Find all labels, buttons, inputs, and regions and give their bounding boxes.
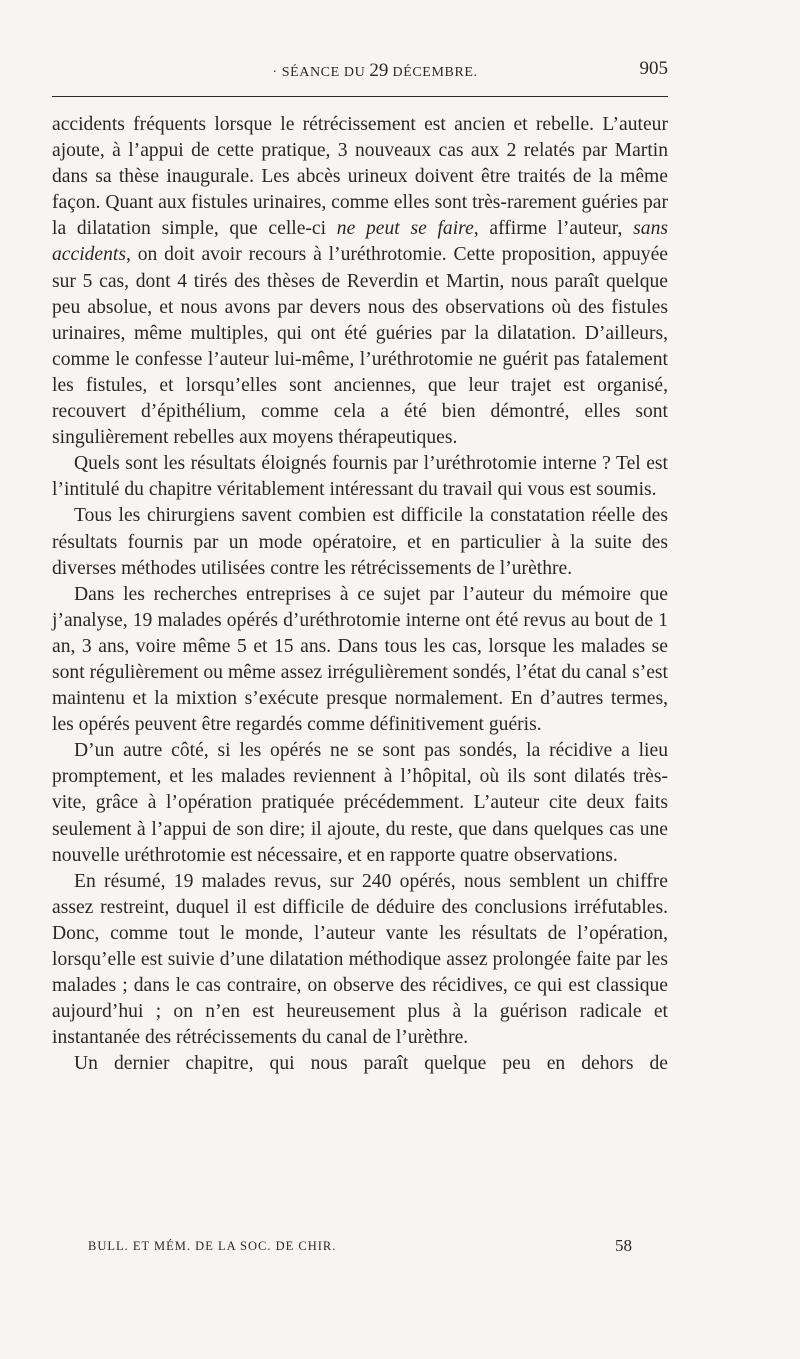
body-text (52, 112, 668, 1077)
text-run: , affirme l’auteur, (473, 218, 634, 240)
text-run: accidents fréquents lorsque le rétrécissement est ancien et rebelle. L’auteur ajoute, à l’appui de cette pratique, 3 nouveaux cas aux 2 relatés par Martin dans sa thèse inaugurale. Les abcès urineux doivent être traités de la même façon. Quant aux fistules urinaires, comme elles sont très-rarement guéries par la dilatation simple, que celle-ci (52, 114, 668, 240)
text-run: Quels sont les résultats éloignés fournis par l’uréthrotomie interne ? Tel est l’intitulé du chapitre véritablement intéressant du travail qui vous est soumis. (52, 453, 668, 501)
paragraph (52, 869, 668, 1052)
running-title (52, 60, 668, 82)
text-run: Un dernier chapitre, qui nous paraît quelque peu en dehors de (74, 1053, 668, 1075)
paragraph (52, 112, 668, 451)
paragraph (52, 582, 668, 739)
footer-sheet-number: 58 (615, 1236, 632, 1255)
paragraph (52, 1051, 668, 1077)
text-run: D’un autre côté, si les opérés ne se sont pas sondés, la récidive a lieu promptement, et les malades reviennent à l’hôpital, où ils sont dilatés très-vite, grâce à l’opération pratiquée précédemment. L’auteur cite deux faits seulement à l’appui de son dire; il ajoute, du reste, que dans quelques cas une nouvelle uréthrotomie est nécessaire, et en rapporte quatre observations. (52, 740, 668, 866)
running-title-post: DÉCEMBRE. (392, 65, 478, 80)
paragraph (52, 503, 668, 581)
header-rule (52, 96, 668, 97)
text-run: En résumé, 19 malades revus, sur 240 opérés, nous semblent un chiffre assez restreint, duquel il est difficile de déduire des conclusions irréfutables. Donc, comme tout le monde, l’auteur vante les résultats de l’opération, lorsqu’elle est suivie d’une dilatation méthodique assez prolongée faite par les malades ; dans le cas contraire, on observe des récidives, ce qui est classique aujourd’hui ; on n’en est heureusement plus à la guérison radicale et instantanée des rétrécissements du canal de l’urèthre. (52, 870, 668, 1049)
page-number: 905 (639, 58, 668, 79)
paragraph (52, 451, 668, 503)
text-run: , on doit avoir recours à l’uréthrotomie. Cette proposition, appuyée sur 5 cas, dont 4 tirés des thèses de Reverdin et Martin, nous paraît quelque peu absolue, et nous avons par devers nous des observations où des fistules urinaires, même multiples, qui ont été guéries par la dilatation. D’ailleurs, comme le confesse l’auteur lui-même, l’uréthrotomie ne guérit pas fatalement les fistules, et lorsqu’elles sont anciennes, que leur trajet est organisé, recouvert d’épithélium, comme cela a été bien démontré, elles sont singulièrement rebelles aux moyens thérapeutiques. (52, 244, 668, 449)
page-footer (88, 1236, 632, 1261)
paragraph (52, 738, 668, 868)
text-run: Tous les chirurgiens savent combien est difficile la constatation réelle des résultats fournis par un mode opératoire, et en particulier à la suite des diverses méthodes utilisées contre les rétrécissements de l’urèthre. (52, 505, 668, 579)
italic-phrase: sans accidents (52, 218, 668, 266)
running-head (52, 58, 668, 88)
footer-signature: BULL. ET MÉM. DE LA SOC. DE CHIR. (88, 1239, 337, 1253)
italic-phrase: ne peut se faire (336, 218, 474, 240)
running-title-day: 29 (369, 60, 389, 81)
running-title-pre: · SÉANCE DU (272, 65, 366, 80)
text-run: Dans les recherches entreprises à ce sujet par l’auteur du mémoire que j’analyse, 19 malades opérés d’uréthrotomie interne ont été revus au bout de 1 an, 3 ans, voire même 5 et 15 ans. Dans tous les cas, lorsque les malades se sont régulièrement ou même assez irrégulièrement sondés, l’état du canal s’est maintenu et la mixtion s’exécute presque normalement. En d’autres termes, les opérés peuvent être regardés comme définitivement guéris. (52, 583, 668, 736)
